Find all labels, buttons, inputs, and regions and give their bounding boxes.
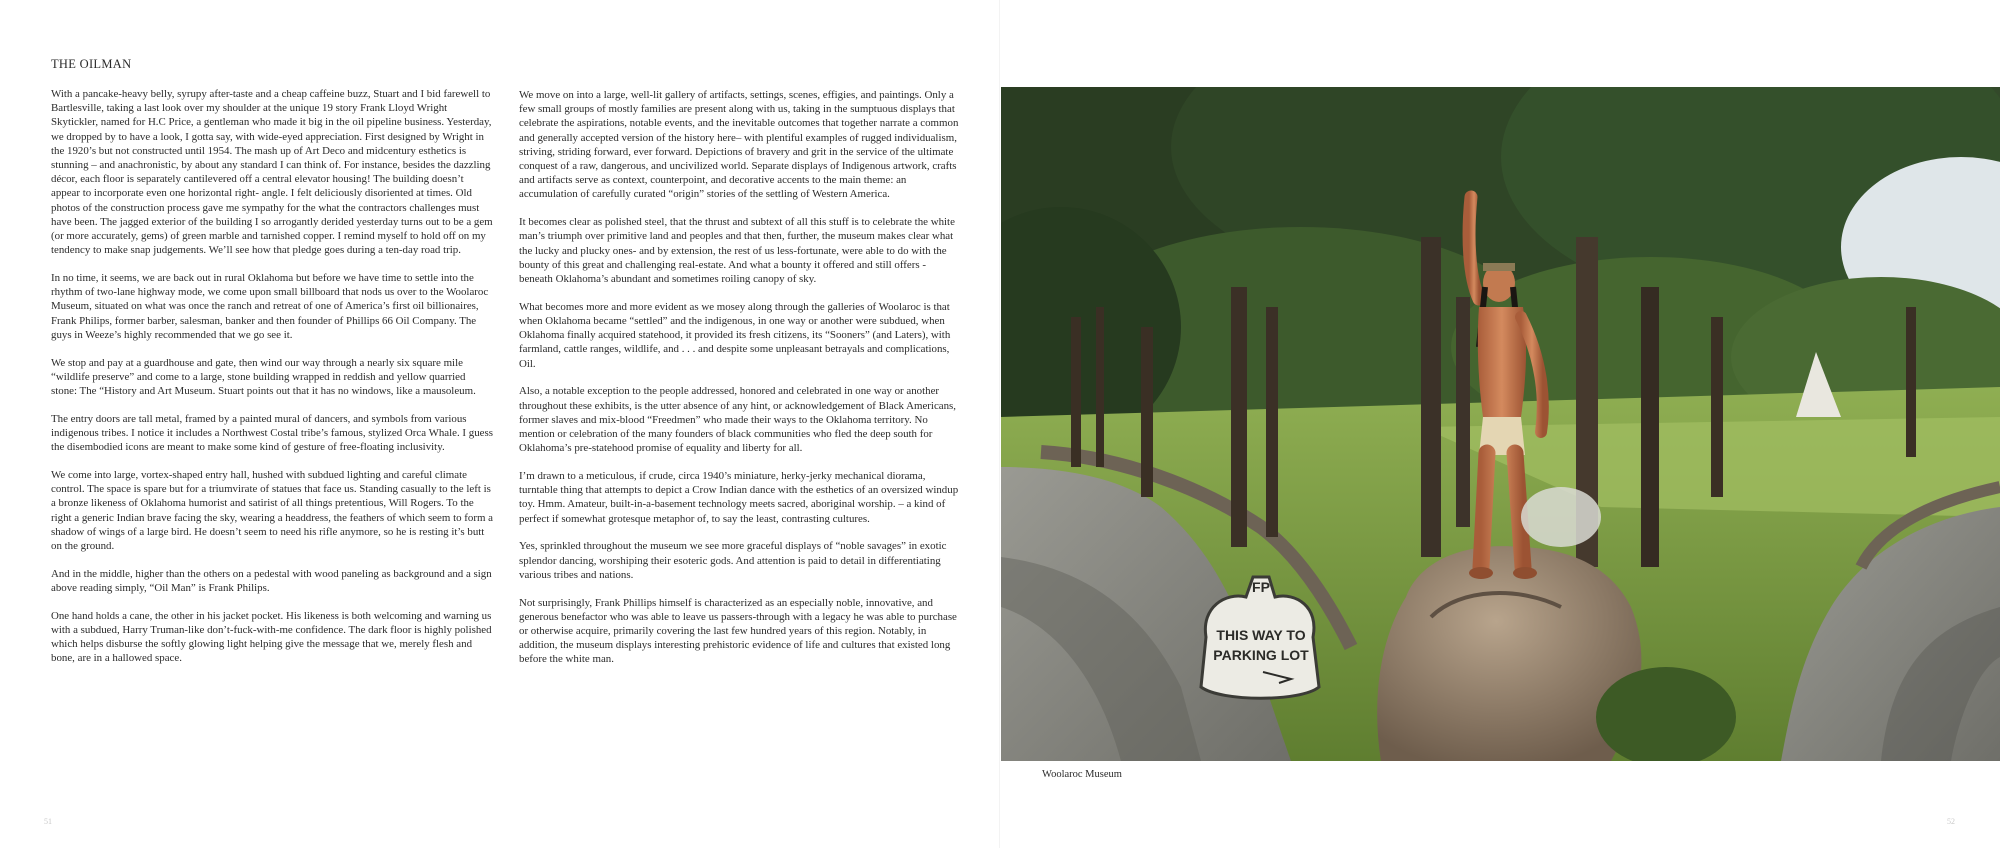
paragraph: We come into large, vortex-shaped entry hall, hushed with subdued lighting and careful climate control. The space is spare but for a triumvirate of statues that face us. Standing casually to the left is a bronze likeness of Oklahoma humorist and satirist of all things pretentious, Will Rogers. To the right a generic Indian brave facing the sky, wearing a headdress, the feathers of which seem to form a shadow of wings of a large bird. He doesn’t seem to need his rifle anymore, so he is resting it’s butt on the ground. — [51, 469, 494, 553]
paragraph: I’m drawn to a meticulous, if crude, circa 1940’s miniature, herky-jerky mechanical diorama, turntable thing that attempts to depict a Crow Indian dance with the esthetics of an oversized windup toy. Hmm. Amateur, built-in-a-basement technology meets sacred, aboriginal worship. – a kind of perfect if somewhat grotesque metaphor of, to say the least, contrasting cultures. — [519, 470, 959, 525]
paragraph: Yes, sprinkled throughout the museum we see more graceful displays of “noble savages” in exotic splendor dancing, worshiping their esoteric gods. And attention is paid to detail in differentiating various tribes and nations. — [519, 540, 947, 581]
chapter-title: THE OILMAN — [51, 57, 132, 71]
paragraph: What becomes more and more evident as we mosey along through the galleries of Woolaroc is that when Oklahoma became “settled” and the indigenous, in one way or another were subdued, when Oklahoma finally acquired statehood, it provided its fresh citizens, its “Sooners” (and Laters), with farmland, cattle ranges, wildlife, and . . . and despite some unpleasant betrayals and complications, Oil. — [519, 300, 951, 370]
photo-woolaroc — [1001, 87, 2000, 761]
paragraph: We move on into a large, well-lit gallery of artifacts, settings, scenes, effigies, and paintings. Only a few small groups of mostly families are present along with us, taking in the sumptuous displays that celebrate the aspirations, notable events, and the inevitable outcomes that together narrate a common and generally accepted version of the history here– with plentiful examples of rugged individualism, striving, striding forward, ever forward. Depictions of bravery and grit in the service of the ultimate conquest of a raw, dangerous, and uncivilized world. Separate displays of Indigenous artwork, crafts and artifacts serve as context, counterpoint, and decorative accents to the main theme: an accumulation of carefully curated “origin” stories of the settling of Western America. — [519, 89, 959, 201]
paragraph: One hand holds a cane, the other in his jacket pocket. His likeness is both welcoming and warning us with a subdued, Harry Truman-like don’t-fuck-with-me confidence. The dark floor is highly polished which helps disburse the softly glowing light helping give the message that we, merely flesh and bone, are in a hallowed space. — [51, 609, 492, 665]
paragraph: It becomes clear as polished steel, that the thrust and subtext of all this stuff is to celebrate the white man’s triumph over primitive land and peoples and that then, further, the museum makes clear what the lucky and plucky ones- and by extension, the rest of us less-fortunate, were able to do with the bounty of this great and challenging real-estate. And what a bounty it offered and still offers - beneath Oklahoma’s abundant and sometimes roiling canopy of sky. — [519, 216, 955, 286]
paragraph: The entry doors are tall metal, framed by a painted mural of dancers, and symbols from various indigenous tribes. I notice it includes a Northwest Costal tribe’s famous, stylized Orca Whale. I guess the disembodied icons are meant to make some kind of gesture of free-floating inclusivity. — [51, 412, 493, 454]
sign-text-line-1: THIS WAY TO — [1216, 627, 1306, 643]
sign-logo: FP — [1252, 579, 1270, 595]
sign-text-line-2: PARKING LOT — [1213, 647, 1309, 663]
page-number-right: 52 — [1947, 817, 1955, 826]
text-column-1 — [51, 87, 493, 679]
paragraph: We stop and pay at a guardhouse and gate, then wind our way through a nearly six square mile “wildlife preserve” and come to a large, stone building wrapped in reddish and yellow quarried stone: The “History and Art Museum. Stuart points out that it has no windows, like a mausoleum. — [51, 356, 476, 398]
photo-caption: Woolaroc Museum — [1042, 769, 1122, 780]
page-number-left: 51 — [44, 817, 52, 826]
photo-illustration — [1001, 87, 2000, 761]
paragraph: Not surprisingly, Frank Phillips himself is characterized as an especially noble, innovative, and generous benefactor who was able to leave us passers-through with a legacy he was able to purchase or otherwise acquire, primarily covering the last few hundred years of this region. Notably, in addition, the museum displays interesting prehistoric evidence of life and cultures that existed long before the white man. — [519, 596, 957, 666]
paragraph: Also, a notable exception to the people addressed, honored and celebrated in one way or another throughout these exhibits, is the utter absence of any hint, or acknowledgement of Black Americans, former slaves and mix-blood “Freedmen” who made their ways to the Oklahoma territory. No mention or celebration of the many founders of black communities who fled the deep south for Oklahoma’s pre-statehood promise of equality and liberty for all. — [519, 385, 957, 455]
paragraph: And in the middle, higher than the others on a pedestal with wood paneling as background and a sign above reading simply, “Oil Man” is Frank Philips. — [51, 567, 492, 595]
paragraph: With a pancake-heavy belly, syrupy after-taste and a cheap caffeine buzz, Stuart and I bid farewell to Bartlesville, taking a last look over my shoulder at the unique 19 story Frank Lloyd Wright Skytickler, named for H.C Price, a gentleman who made it big in the oil pipeline business. Yesterday, we dropped by to have a look, I gotta say, with wide-eyed appreciation. First designed by Wright in the 1920’s but not constructed until 1954. The mash up of Art Deco and midcentury esthetics is stunning – and anachronistic, by about any standard I can think of. For instance, besides the dazzling décor, each floor is separately cantilevered off a central elevator housing! The building doesn’t appear to incorporate even one horizontal right- angle. I felt deliciously disoriented at times. Old photos of the construction process gave me sympathy for the what the contractors challenges must have been. The jagged exterior of the building I so arrogantly derided yesterday turns out to be a gem (or more accurately, gems) of green marble and tarnished copper. I remind myself to hold off on my tendency to make snap judgements. We’ll see how that pledge goes during a ten-day road trip. — [51, 88, 493, 257]
paragraph: In no time, it seems, we are back out in rural Oklahoma but before we have time to settle into the rhythm of two-lane highway mode, we come upon small billboard that nods us over to the Woolaroc Museum, situated on what was once the ranch and retreat of one of America’s first oil billionaires, Frank Philips, former barber, salesman, banker and then founder of Phillips 66 Oil Company. The guys in Weeze’s highly recommended that we go see it. — [51, 272, 489, 341]
text-column-2 — [519, 88, 961, 680]
